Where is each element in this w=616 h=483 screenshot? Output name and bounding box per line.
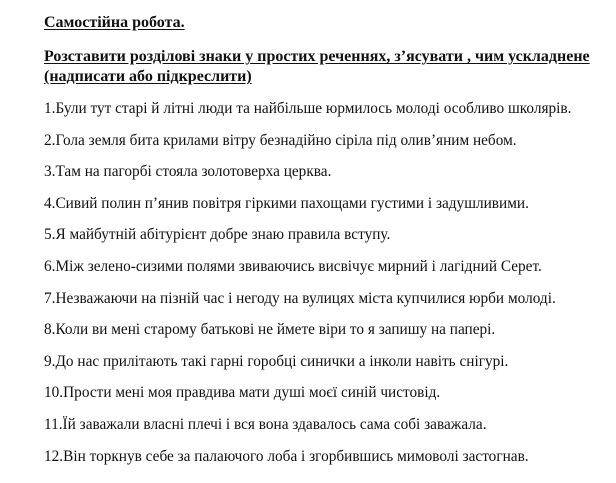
sentence-item-3: 3.Там на пагорбі стояла золотоверха церква. <box>44 163 332 181</box>
sentence-item-11: 11.Їй заважали власні плечі і вся вона здавалось сама собі заважала. <box>44 415 487 433</box>
sentence-item-1: 1.Були тут старі й літні люди та найбільше юрмилось молоді особливо школярів. <box>44 100 572 117</box>
sentence-item-12: 12.Він торкнув себе за палаючого лоба і згорбившись мимоволі застогнав. <box>44 447 529 465</box>
sentence-item-4: 4.Сивий полин п’янив повітря гіркими пахощами густими і задушливими. <box>44 194 529 212</box>
task-line-2: (надписати або підкреслити) <box>44 68 252 85</box>
sentence-item-8: 8.Коли ви мені старому батькові не ймете віри то я запишу на папері. <box>44 321 496 339</box>
sentence-item-7: 7.Незважаючи на пізній час і негоду на вулицях міста купчилися юрби молоді. <box>44 289 556 307</box>
sentence-item-10: 10.Прости мені моя правдива мати душі моєї синій чистовід. <box>44 384 441 402</box>
sentence-item-6: 6.Між зелено-сизими полями звиваючись висвічує мирний і лагідний Серет. <box>44 257 542 275</box>
sentence-item-2: 2.Гола земля бита крилами вітру безнадійно сіріла під олив’яним небом. <box>44 131 517 149</box>
document-title: Самостійна робота. <box>44 14 185 31</box>
sentence-item-5: 5.Я майбутній абітурієнт добре знаю правила вступу. <box>44 226 391 244</box>
task-line-1: Розставити розділові знаки у простих реченнях, з’ясувати , чим ускладнене <box>44 48 590 65</box>
task-instruction <box>44 47 604 87</box>
sentence-list <box>44 98 571 477</box>
sentence-item-9: 9.До нас прилітають такі гарні горобці синички а інколи навіть снігурі. <box>44 352 509 370</box>
